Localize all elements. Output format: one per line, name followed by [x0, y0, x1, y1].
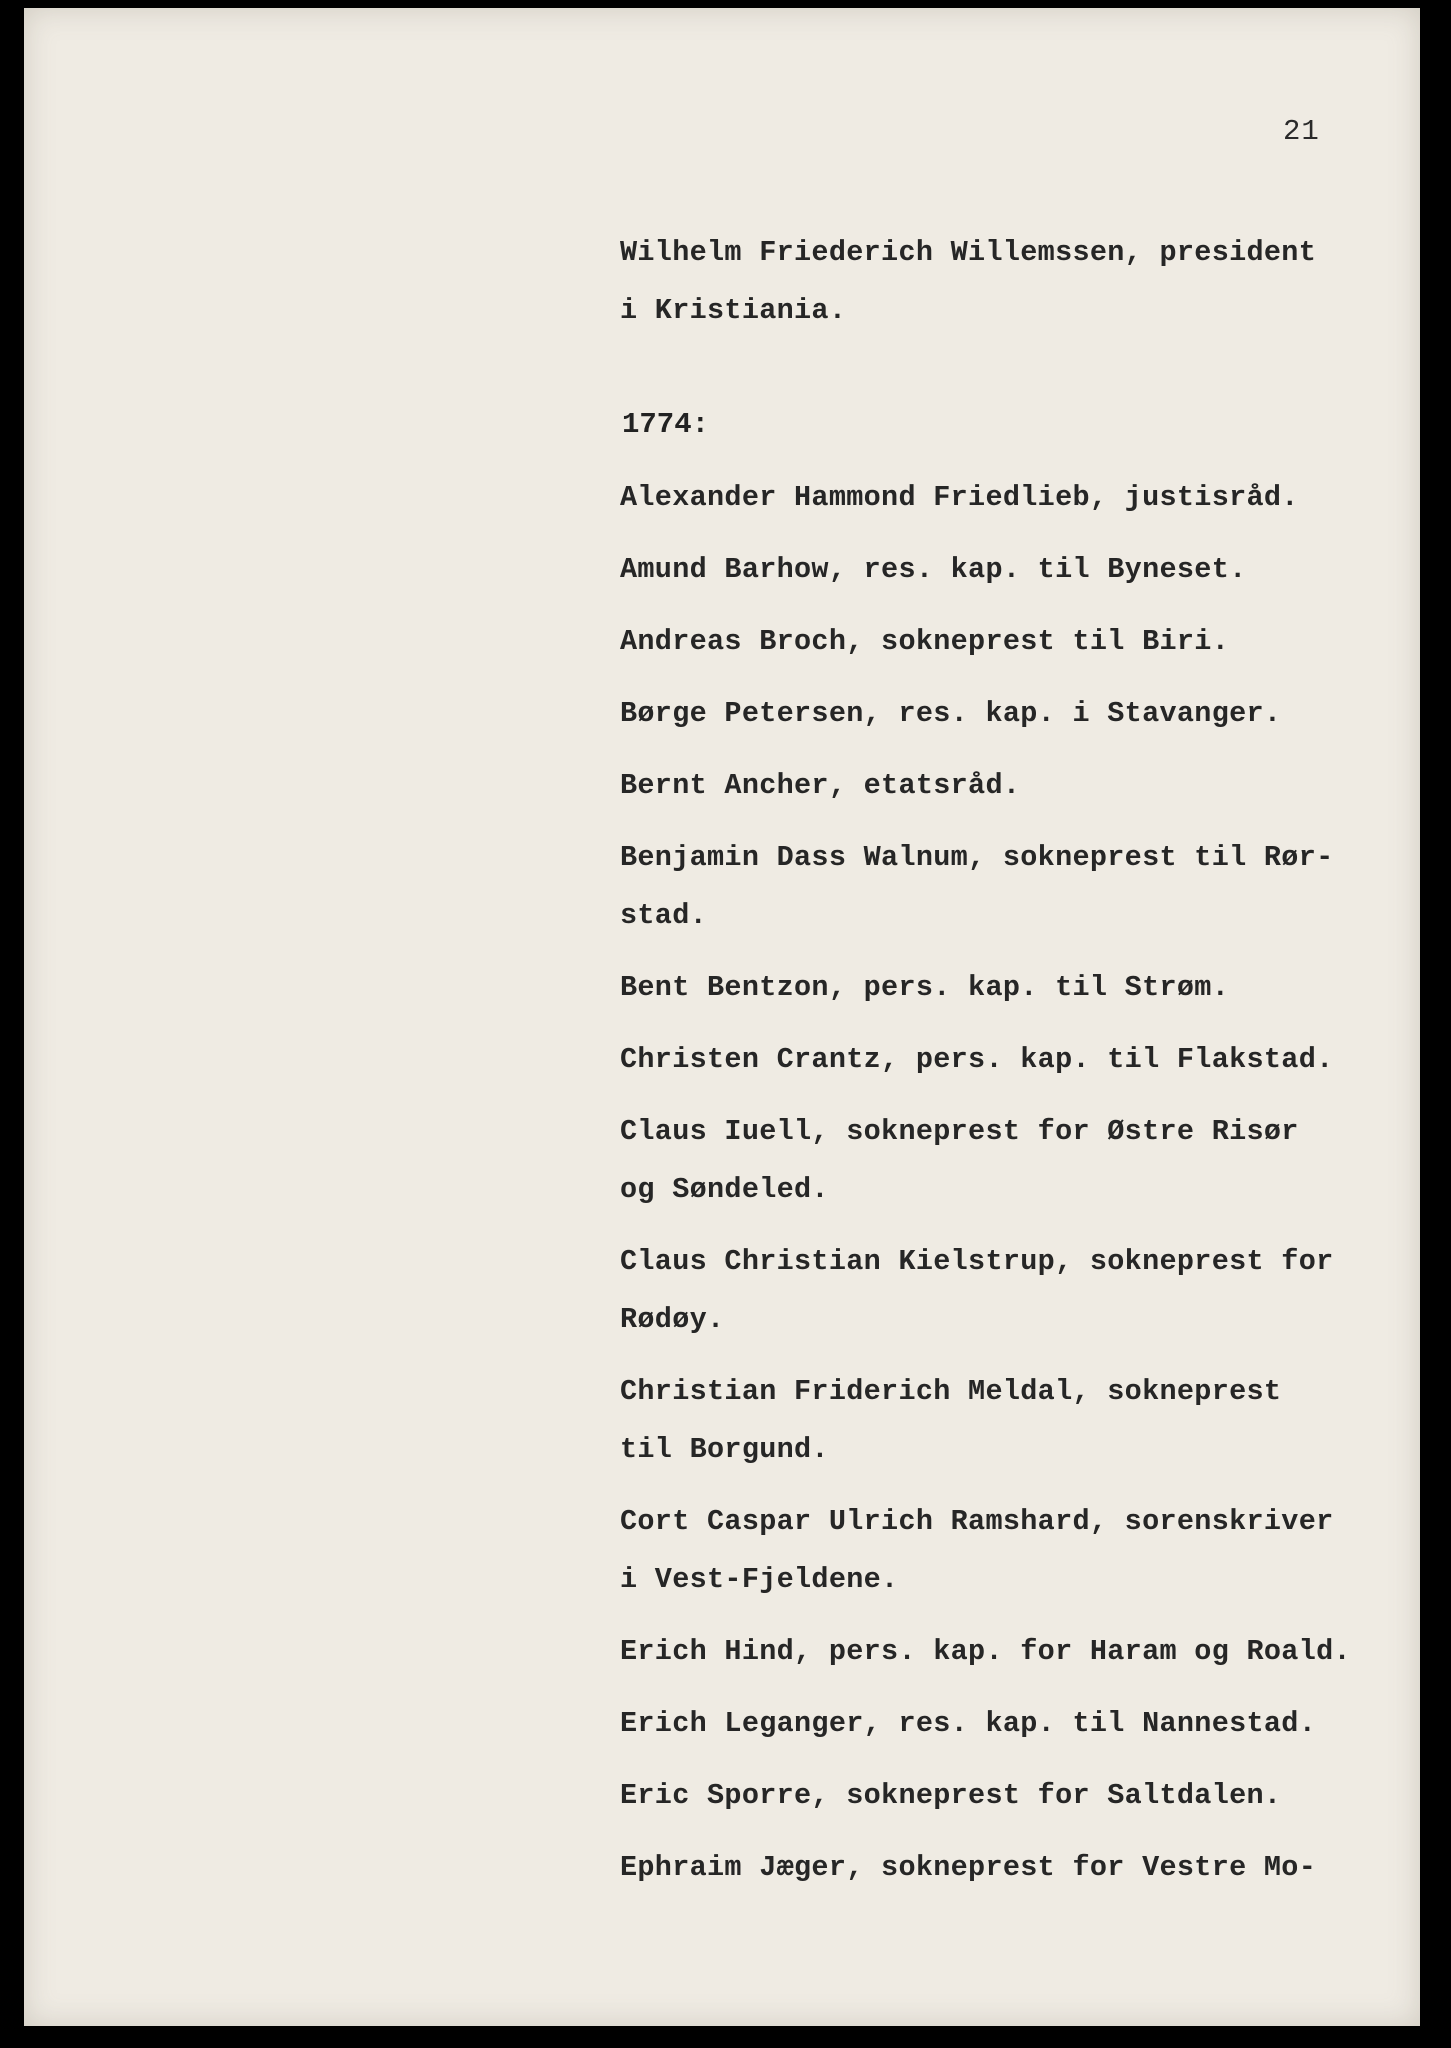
intro-line: i Kristiania.: [620, 294, 847, 327]
entry-line: Rødøy.: [620, 1303, 725, 1336]
entry-line: Andreas Broch, sokneprest til Biri.: [620, 625, 1230, 658]
entry-line: Erich Hind, pers. kap. for Haram og Roald.: [620, 1635, 1351, 1668]
year-heading: 1774:: [622, 408, 710, 441]
entry-line: Børge Petersen, res. kap. i Stavanger.: [620, 697, 1282, 730]
entry-line: Christen Crantz, pers. kap. til Flakstad.: [620, 1043, 1334, 1076]
entry-line: Eric Sporre, sokneprest for Saltdalen.: [620, 1779, 1282, 1812]
entry-line: Benjamin Dass Walnum, sokneprest til Rør-: [620, 841, 1334, 874]
entry-line: Ephraim Jæger, sokneprest for Vestre Mo-: [620, 1851, 1317, 1884]
entry-line: Christian Friderich Meldal, sokneprest: [620, 1375, 1282, 1408]
entry-line: og Søndeled.: [620, 1173, 829, 1206]
entry-line: stad.: [620, 899, 708, 932]
entry-line: Claus Christian Kielstrup, sokneprest for: [620, 1245, 1334, 1278]
entry-line: til Borgund.: [620, 1433, 829, 1466]
entry-line: Cort Caspar Ulrich Ramshard, sorenskriver: [620, 1505, 1334, 1538]
entry-line: i Vest-Fjeldene.: [620, 1563, 899, 1596]
intro-line: Wilhelm Friederich Willemssen, president: [620, 236, 1317, 269]
entry-line: Claus Iuell, sokneprest for Østre Risør: [620, 1115, 1299, 1148]
entry-line: Alexander Hammond Friedlieb, justisråd.: [620, 481, 1299, 514]
entry-line: Bent Bentzon, pers. kap. til Strøm.: [620, 971, 1230, 1004]
entry-line: Bernt Ancher, etatsråd.: [620, 769, 1021, 802]
page-number: 21: [1283, 115, 1320, 148]
entry-line: Amund Barhow, res. kap. til Byneset.: [620, 553, 1247, 586]
entry-line: Erich Leganger, res. kap. til Nannestad.: [620, 1707, 1317, 1740]
